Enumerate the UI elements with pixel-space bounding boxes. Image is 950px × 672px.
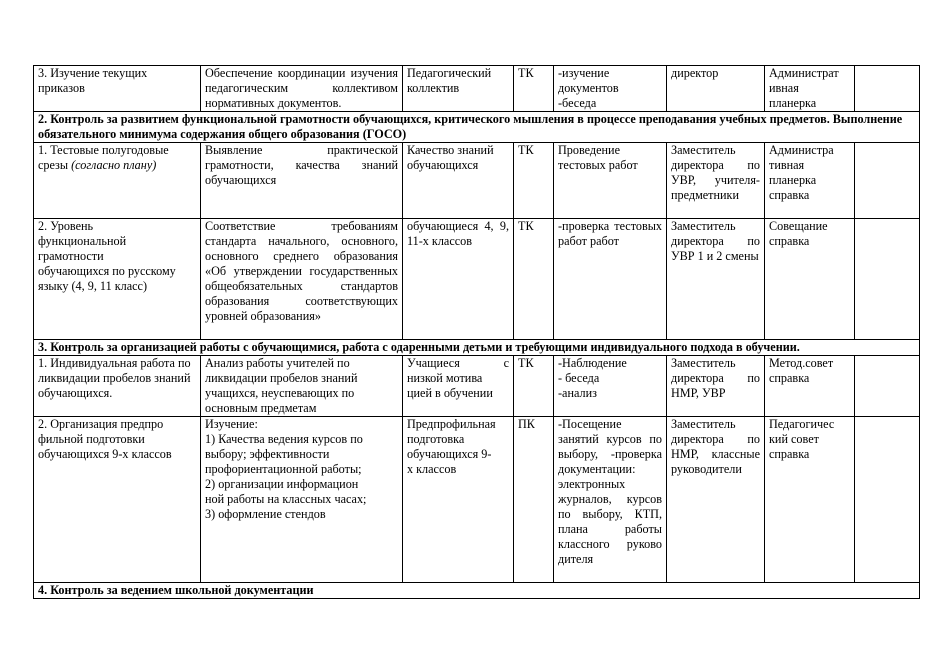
cell-line: ивная <box>769 81 799 95</box>
cell-object: Качество знаний обучающихся <box>403 143 514 219</box>
cell-goal <box>201 356 403 417</box>
cell-line: планерка <box>769 96 817 110</box>
cell-line: справка <box>769 234 810 248</box>
cell-empty <box>855 219 920 340</box>
table-row <box>34 219 920 340</box>
cell-note: (согласно плану) <box>71 158 157 172</box>
section-row <box>34 583 920 599</box>
section-heading: 3. Контроль за организацией работы с обучающимися, работа с одаренными детьми и требующими индивидуального подхода в обучении. <box>34 340 920 356</box>
cell-line: документов <box>558 81 619 95</box>
cell-line: 2. Организация предпро <box>38 417 164 431</box>
cell-line: учащихся, неуспевающих по <box>205 386 355 400</box>
cell-result <box>765 143 855 219</box>
cell-line: -анализ <box>558 386 597 400</box>
cell-type: ТК <box>514 66 554 112</box>
cell-line: Изучение: <box>205 417 258 431</box>
cell-line: Администрат <box>769 66 839 80</box>
cell-result <box>765 66 855 112</box>
cell-line: грамотности <box>38 249 104 263</box>
cell-empty <box>855 143 920 219</box>
table-row <box>34 417 920 583</box>
cell-text: 1. Тестовые полугодовые срезы <box>38 143 169 172</box>
cell-line: низкой мотива <box>407 371 483 385</box>
cell-empty <box>855 356 920 417</box>
control-plan-table <box>33 65 920 599</box>
cell-responsible: Заместитель директора по НМР, УВР <box>667 356 765 417</box>
cell-object: обучающиеся 4, 9, 11-х классов <box>403 219 514 340</box>
cell-goal: Обеспечение координации изучения педагогическим коллективом нормативных документов. <box>201 66 403 112</box>
cell-line: Администра <box>769 143 834 157</box>
cell-line: Анализ работы учителей по <box>205 356 350 370</box>
table-row <box>34 143 920 219</box>
cell-line: основным предметам <box>205 401 317 415</box>
cell-line: Совещание <box>769 219 828 233</box>
section-heading: 2. Контроль за развитием функциональной грамотности обучающихся, критического мышления в процессе преподавания учебных предметов. Выполнение обязательного минимума содержания общего образования (ГОСО) <box>34 112 920 143</box>
cell-line: справка <box>769 188 810 202</box>
cell-object <box>403 356 514 417</box>
cell-responsible: директор <box>667 66 765 112</box>
table-row <box>34 356 920 417</box>
cell-line: обучающихся по русскому языку (4, 9, 11 класс) <box>38 264 176 293</box>
cell-line: обучающихся 9- <box>407 447 492 461</box>
cell-line: -беседа <box>558 96 597 110</box>
cell-topic <box>34 417 201 583</box>
cell-goal <box>201 417 403 583</box>
cell-type: ТК <box>514 219 554 340</box>
cell-line: - беседа <box>558 371 600 385</box>
cell-line: -Наблюдение <box>558 356 627 370</box>
cell-method: Проведение тестовых работ <box>554 143 667 219</box>
cell-method <box>554 66 667 112</box>
cell-line: 3) оформление стендов <box>205 507 326 521</box>
section-row <box>34 112 920 143</box>
cell-line: планерка <box>769 173 817 187</box>
cell-line: ной работы на классных часах; <box>205 492 367 506</box>
cell-responsible: Заместитель директора по УВР, учителя-предметники <box>667 143 765 219</box>
cell-goal: Соответствие требованиям стандарта начального, основного, основного среднего образования «Об утверждении государственных общеобязательных стандартов образования соответствующих уровней образования» <box>201 219 403 340</box>
cell-line: тивная <box>769 158 805 172</box>
cell-empty <box>855 417 920 583</box>
cell-line: Метод.совет <box>769 356 834 370</box>
cell-line: 2) организации информацион <box>205 477 359 491</box>
cell-line: функциональной <box>38 234 127 248</box>
cell-line: фильной подготовки <box>38 432 145 446</box>
cell-type: ПК <box>514 417 554 583</box>
cell-topic <box>34 219 201 340</box>
cell-line: подготовка <box>407 432 465 446</box>
cell-method: -Посещение занятий курсов по выбору, -проверка документации: электронных журналов, курсов по выбору, КТП, плана работы классного руково дителя <box>554 417 667 583</box>
cell-method: -проверка тестовых работ работ <box>554 219 667 340</box>
cell-object <box>403 417 514 583</box>
cell-line: обучающихся 9-х классов <box>38 447 172 461</box>
cell-result <box>765 356 855 417</box>
table-row <box>34 66 920 112</box>
cell-topic <box>34 143 201 219</box>
cell-line: -изучение <box>558 66 610 80</box>
section-heading: 4. Контроль за ведением школьной документации <box>34 583 920 599</box>
section-row <box>34 340 920 356</box>
cell-method <box>554 356 667 417</box>
cell-line: профориентационной работы; <box>205 462 362 476</box>
cell-responsible: Заместитель директора по НМР, классные руководители <box>667 417 765 583</box>
cell-line: 1) Качества ведения курсов по <box>205 432 363 446</box>
cell-line: справка <box>769 371 810 385</box>
cell-line: кий совет <box>769 432 819 446</box>
cell-type: ТК <box>514 143 554 219</box>
cell-topic: 1. Индивидуальная работа по ликвидации пробелов знаний обучающихся. <box>34 356 201 417</box>
cell-line: Предпрофильная <box>407 417 496 431</box>
cell-line: цией в обучении <box>407 386 493 400</box>
cell-type: ТК <box>514 356 554 417</box>
cell-responsible: Заместитель директора по УВР 1 и 2 смены <box>667 219 765 340</box>
cell-line: Учащиеся с <box>407 356 509 370</box>
cell-object: Педагогический коллектив <box>403 66 514 112</box>
cell-line: 2. Уровень <box>38 219 94 233</box>
cell-goal: Выявление практической грамотности, качества знаний обучающихся <box>201 143 403 219</box>
cell-result <box>765 219 855 340</box>
cell-result <box>765 417 855 583</box>
cell-line: ликвидации пробелов знаний <box>205 371 358 385</box>
cell-topic: 3. Изучение текущих приказов <box>34 66 201 112</box>
cell-empty <box>855 66 920 112</box>
cell-line: выбору; эффективности <box>205 447 330 461</box>
cell-line: справка <box>769 447 810 461</box>
cell-line: Педагогичес <box>769 417 835 431</box>
cell-line: х классов <box>407 462 457 476</box>
